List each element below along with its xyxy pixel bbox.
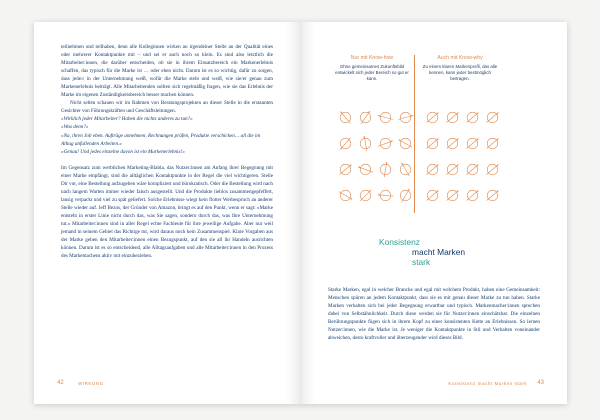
dialogue-line: »Na, ihren Job eben. Aufträge annehmen, Rechnungen prüfen, Produkte verschicken… all die im Alltag anfallenden Arbeiten.« (61, 132, 261, 147)
arrow-circle-icon (397, 134, 414, 153)
aligned-arrow-cell (484, 182, 501, 208)
left-page-number: 42 (57, 380, 64, 386)
chaotic-arrow-cell (377, 130, 394, 156)
arrow-circle-icon (424, 186, 441, 205)
section-headline (379, 237, 465, 267)
aligned-arrow-cell (464, 156, 481, 182)
chaotic-arrow-cell (357, 130, 374, 156)
arrow-circle-icon (337, 186, 354, 205)
arrow-circle-icon (397, 160, 414, 179)
aligned-arrow-cell (484, 130, 501, 156)
column-know-why (422, 55, 498, 82)
chaotic-arrow-cell (397, 130, 414, 156)
arrow-circle-icon (444, 134, 461, 153)
column-know-why-heading: Auch mit Know-why (437, 55, 483, 61)
chaotic-arrow-cell (337, 130, 354, 156)
arrow-circle-icon (484, 160, 501, 179)
left-running-head: WIRKUNG (78, 380, 104, 386)
arrow-circle-icon (357, 160, 374, 179)
arrow-grid-aligned (424, 104, 501, 208)
left-page (34, 22, 301, 404)
chaotic-arrow-cell (397, 104, 414, 130)
chaotic-arrow-cell (377, 182, 394, 208)
column-know-how-text: Ohne gemeinsames Zukunftsbild entwickelt sich jeder Bereich so gut er kann. (335, 64, 409, 81)
chaotic-arrow-cell (337, 182, 354, 208)
right-running-head: Konsistenz macht Marken stark (448, 380, 527, 386)
aligned-arrow-cell (444, 156, 461, 182)
book-spread (34, 22, 567, 404)
aligned-arrow-cell (464, 130, 481, 156)
headline-line-3: stark (412, 257, 431, 267)
arrow-circle-icon (377, 160, 394, 179)
arrow-circle-icon (357, 186, 374, 205)
arrow-circle-icon (444, 108, 461, 127)
arrow-circle-icon (397, 108, 414, 127)
right-page-number: 43 (537, 380, 544, 386)
arrow-circle-icon (484, 108, 501, 127)
left-page-body (61, 43, 273, 260)
arrow-circle-icon (377, 134, 394, 153)
body-paragraph: teilnehmen und teilhaben, denn alle Kolleginnen wirken an irgendeiner Stelle an der Qualität eines oder mehrerer Kontaktpunkte mit – und sei er auch noch so klein. Es sind also letztlich die Mitarbeiter:innen, die darüber entscheiden, ob sie in ihrem Einsatzbereich ein Markenerlebnis schaffen, das typisch für die Marke ist … oder eben nicht. Darum ist es so wichtig, dafür zu sorgen, dass jede:r in der Unternehmung weiß, wofür die Marke steht und weiß, wie sie/er genau zum Markenerlebnis beiträgt. Alle Mitarbeitenden sollten sich regelmäßig fragen, wie sie das Erlebnis der Marke im eigenen Zuständigkeitsbereich besser machen können. (61, 44, 273, 99)
headline-line-2: macht Marken (412, 247, 466, 257)
chaotic-arrow-cell (337, 104, 354, 130)
chaotic-arrow-cell (357, 156, 374, 182)
dialogue-line: »Wirklich jeder Mitarbeiter? Haben die nichts anderes zu tun?« (61, 116, 193, 123)
arrow-circle-icon (337, 108, 354, 127)
arrow-circle-icon (464, 108, 481, 127)
chaotic-arrow-cell (377, 156, 394, 182)
arrow-circle-icon (464, 160, 481, 179)
chaotic-arrow-cell (397, 182, 414, 208)
column-know-how (334, 55, 410, 82)
aligned-arrow-cell (484, 104, 501, 130)
chaotic-arrow-cell (337, 156, 354, 182)
arrow-circle-icon (377, 186, 394, 205)
aligned-arrow-cell (464, 104, 481, 130)
arrow-circle-icon (424, 134, 441, 153)
right-page-body: Starke Marken, egal in welcher Branche und egal mit welchem Produkt, haben eine Gemeinsamkeit: Menschen spüren an jedem Kontaktpunkt, dass sie es mit genau dieser Marke zu tun haben. Starke Marken verhalten sich bei jeder Begegnung erwartbar und typisch. Markenmacher:innen sprechen dabei von Selbstähnlichkeit. Durch diese werden sie für Nutzer:innen einschätzbar. Die einzelnen Berührungspunkte fügen sich in ihrem Kopf zu einer konsistenten Kette an Erlebnissen. So lernen Nutzer:innen, wie die Marke ist. Je weniger die Kontaktpunkte in Stil und Verhalten voneinander abweichen, desto kraftvoller und überzeugender wird dieses Bild. (328, 287, 540, 342)
arrow-grid-chaotic (337, 104, 414, 208)
aligned-arrow-cell (444, 104, 461, 130)
arrow-circle-icon (444, 186, 461, 205)
column-know-why-text: Zu einem klaren Markenprofil, das alle kennen, kann jeder bestmöglich beitragen. (422, 64, 498, 81)
aligned-arrow-cell (484, 156, 501, 182)
chaotic-arrow-cell (377, 104, 394, 130)
aligned-arrow-cell (424, 156, 441, 182)
arrow-circle-icon (464, 134, 481, 153)
arrow-circle-icon (357, 108, 374, 127)
arrow-circle-icon (484, 186, 501, 205)
aligned-arrow-cell (444, 130, 461, 156)
arrow-circle-icon (424, 160, 441, 179)
aligned-arrow-cell (464, 182, 481, 208)
arrow-circle-icon (484, 134, 501, 153)
body-paragraph: Im Gegensatz zum werblichen Marketing-Blabla, das Nutzer:innen am Anfang ihrer Begegnung mit einer Marke empfängt, sind die alltäglichen Kontaktpunkte in der Regel die viel wichtigeren. Stelle Dir vor, eine Bestellung aufzugeben wäre kompliziert und bürokratisch. Oder die Bestellung wird nach nach langem Warten immer wieder falsch ausgestellt. Und die Produkte lieblos zusammengepfeffert, lausig verpackt und viel zu spät geliefert. Solche Erlebnisse wiegt kein flotter Werbespruch an anderer Stelle wieder auf. Jeff Bezos, der Gründer von Amazon, bringt es auf den Punkt, wenn er sagt: »Marke entsteht in erster Linie nicht durch das, was Sie sagen, sondern durch das, was Ihre Unternehmung tut.« Mitarbeiter:innen sind in aller Regel echte Fachleute für ihre jeweilige Aufgabe. Aber nur weil jemand in seinem Gebiet das Richtige tut, wird daraus noch kein Zusammenspiel. Klare Vorgaben aus der Marke geben den Mitarbeiter:innen einen Bezugspunkt, auf den sie all ihr Handeln ausrichten können. Darum ist es so entscheidend, alle Alltagsaufgaben und alle Mitarbeiter:innen in den Prozess des Markemachens aktiv mit einzubeziehen. (61, 164, 273, 260)
arrow-circle-icon (357, 134, 374, 153)
arrow-circle-icon (424, 108, 441, 127)
dialogue-line: »Genau! Und jedes einzelne davon ist ein Markenerlebnis!« (61, 148, 185, 155)
aligned-arrow-cell (424, 130, 441, 156)
aligned-arrow-cell (444, 182, 461, 208)
arrow-circle-icon (464, 186, 481, 205)
right-page (301, 22, 567, 404)
arrow-circle-icon (337, 134, 354, 153)
column-divider (414, 55, 415, 213)
headline-line-1: Konsistenz (379, 237, 420, 247)
aligned-arrow-cell (424, 104, 441, 130)
dialogue-line: »Was denn?« (61, 124, 89, 131)
chaotic-arrow-cell (397, 156, 414, 182)
arrow-circle-icon (397, 186, 414, 205)
chaotic-arrow-cell (357, 104, 374, 130)
arrow-circle-icon (377, 108, 394, 127)
arrow-circle-icon (444, 160, 461, 179)
column-know-how-heading: Nur mit Know-how (350, 55, 394, 61)
arrow-circle-icon (337, 160, 354, 179)
aligned-arrow-cell (424, 182, 441, 208)
chaotic-arrow-cell (357, 182, 374, 208)
body-paragraph: Nicht selten schauen wir im Rahmen von Beratungsprojekten an dieser Stelle in die erstaunten Gesichter von Führungskräften und Geschäftsleitungen. (61, 100, 273, 115)
